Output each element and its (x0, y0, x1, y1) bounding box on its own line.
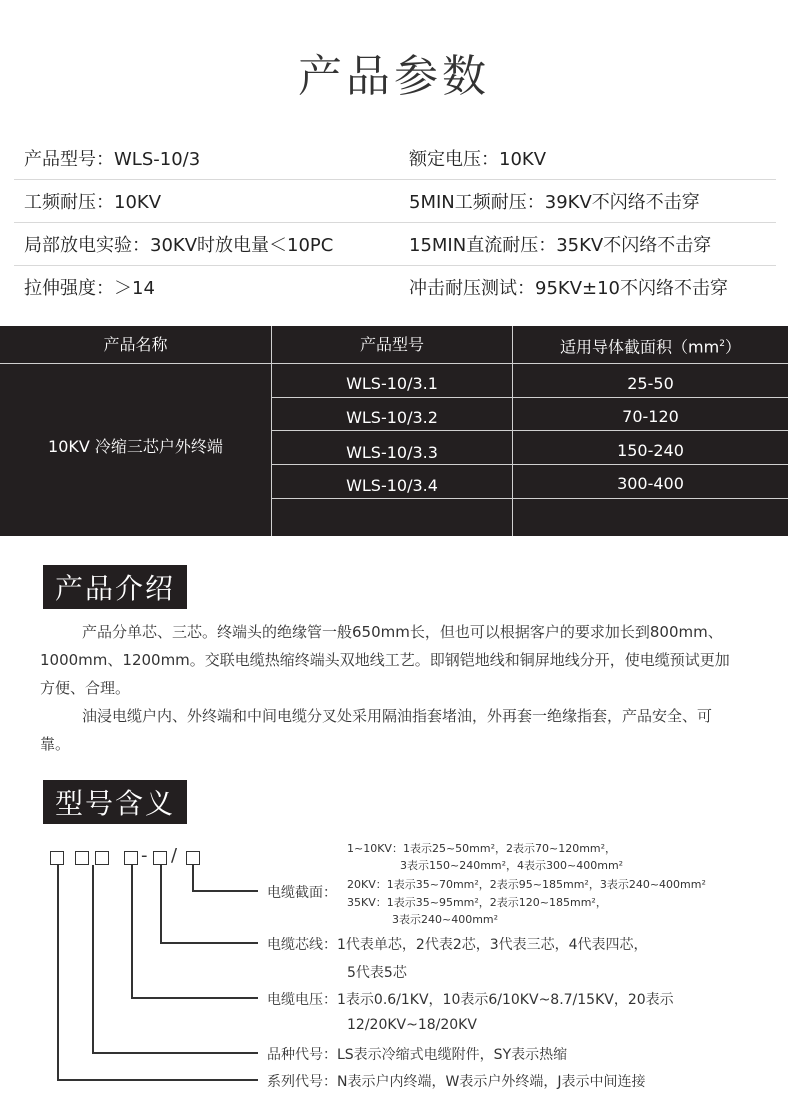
slash-symbol: / (171, 845, 178, 866)
code-box (95, 851, 109, 865)
core-line: 电缆芯线：1代表单芯，2代表2芯，3代表三芯，4代表四芯， (267, 937, 648, 953)
section-heading-intro: 产品介绍 (43, 565, 187, 609)
table-cell-model: WLS-10/3.2 (346, 408, 438, 427)
intro-paragraph: 油浸电缆户内、外终端和中间电缆分叉处采用隔油指套堵油，外再套一绝缘指套，产品安全、可靠。 (40, 707, 713, 753)
spec-value: 5MIN工频耐压：39KV不闪络不击穿 (409, 192, 700, 213)
spec-row (14, 137, 776, 180)
table-cell-area: 150-240 (617, 441, 684, 460)
table-cell-area: 70-120 (622, 407, 679, 426)
spec-value: 冲击耐压测试：95KV±10不闪络不击穿 (409, 278, 729, 299)
page-title: 产品参数 (298, 51, 490, 102)
divider (271, 397, 788, 398)
code-box (153, 851, 167, 865)
section-label: 电缆截面： (267, 885, 337, 901)
product-name: 10KV 冷缩三芯户外终端 (48, 437, 223, 456)
code-box (124, 851, 138, 865)
spec-value: 局部放电实验：30KV时放电量＜10PC (24, 235, 334, 256)
spec-value: 工频耐压：10KV (24, 192, 162, 213)
header-text-end: ） (724, 337, 741, 357)
divider (271, 498, 788, 499)
section-note: 3表示240~400mm² (392, 913, 499, 926)
leader-line (92, 1052, 258, 1054)
section-note: 35KV：1表示35~95mm²，2表示120~185mm²， (347, 896, 607, 909)
voltage-line: 电缆电压：1表示0.6/1KV，10表示6/10KV~8.7/15KV，20表示 (267, 992, 674, 1008)
model-diagram (0, 830, 788, 1100)
leader-line (192, 865, 194, 891)
spec-value: 额定电压：10KV (409, 149, 547, 170)
spec-value: 产品型号：WLS-10/3 (24, 149, 201, 170)
divider (512, 326, 513, 536)
intro-text (40, 618, 740, 758)
table-cell-area: 300-400 (617, 474, 684, 493)
spec-row (14, 223, 776, 266)
spec-value: 15MIN直流耐压：35KV不闪络不击穿 (409, 235, 712, 256)
code-box (50, 851, 64, 865)
leader-line (57, 1079, 258, 1081)
core-line: 5代表5芯 (347, 965, 407, 981)
header-superscript: 2 (719, 339, 725, 349)
code-box (186, 851, 200, 865)
leader-line (131, 997, 258, 999)
product-table (0, 326, 788, 536)
leader-line (192, 890, 258, 892)
section-note: 1~10KV：1表示25~50mm²，2表示70~120mm²， (347, 842, 617, 855)
header-text: 适用导体截面积（mm (560, 337, 720, 357)
table-header-area (513, 326, 788, 363)
spec-value: 拉伸强度：＞14 (24, 278, 155, 299)
divider (271, 326, 272, 536)
spec-list (14, 137, 776, 308)
leader-line (131, 865, 133, 998)
section-heading-model: 型号含义 (43, 780, 187, 824)
table-cell-model: WLS-10/3.3 (346, 443, 438, 462)
voltage-line: 12/20KV~18/20KV (347, 1017, 477, 1033)
spec-row (14, 180, 776, 223)
type-line: 品种代号：LS表示冷缩式电缆附件，SY表示热缩 (267, 1047, 568, 1063)
leader-line (92, 865, 94, 1053)
table-header-name: 产品名称 (103, 335, 168, 354)
intro-paragraph: 产品分单芯、三芯。终端头的绝缘管一般650mm长，但也可以根据客户的要求加长到800mm、1000mm、1200mm。交联电缆热缩终端头双地线工艺。即钢铠地线和铜屏地线分开，使电缆预试更加方便、合理。 (40, 623, 730, 697)
divider (271, 430, 788, 431)
section-note: 20KV：1表示35~70mm²，2表示95~185mm²，3表示240~400mm² (347, 878, 706, 891)
divider (271, 464, 788, 465)
table-cell-model: WLS-10/3.1 (346, 374, 438, 393)
dash-symbol: - (141, 845, 148, 866)
leader-line (57, 865, 59, 1080)
spec-row (14, 266, 776, 308)
code-box (75, 851, 89, 865)
divider (0, 363, 788, 364)
table-cell-area: 25-50 (627, 374, 674, 393)
leader-line (160, 942, 258, 944)
leader-line (160, 865, 162, 943)
series-line: 系列代号：N表示户内终端，W表示户外终端，J表示中间连接 (267, 1074, 646, 1090)
section-note: 3表示150~240mm²，4表示300~400mm² (400, 859, 624, 872)
table-cell-model: WLS-10/3.4 (346, 476, 438, 495)
table-header-model: 产品型号 (359, 335, 424, 354)
